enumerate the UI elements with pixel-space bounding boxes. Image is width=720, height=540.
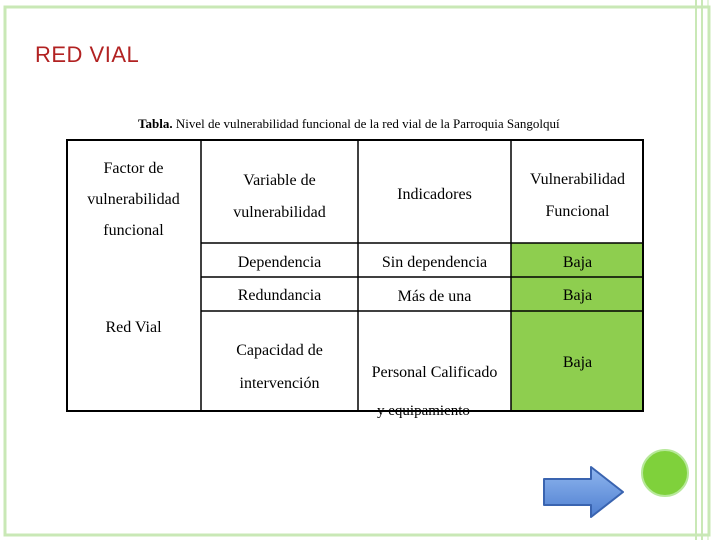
header-vulnerabilidad-line-1: Vulnerabilidad [529, 171, 625, 188]
row-3-indicador [358, 353, 511, 431]
header-factor [66, 153, 201, 246]
row-3-variable-line-2: intervención [239, 375, 320, 392]
header-factor-line-2: vulnerabilidad [87, 191, 180, 208]
right-arrow-icon[interactable] [541, 464, 627, 520]
header-variable [201, 165, 358, 229]
header-variable-line-2: vulnerabilidad [233, 204, 326, 221]
row-3-indicador-line-2: y equipamiento [377, 403, 470, 419]
vulnerability-table [66, 139, 644, 419]
row-1-nivel: Baja [562, 254, 593, 271]
header-variable-line-1: Variable de [243, 172, 316, 189]
slide-title: RED VIAL [35, 42, 140, 67]
row-3-variable [201, 334, 358, 400]
header-indicadores: Indicadores [397, 186, 472, 203]
green-circle-icon [641, 449, 689, 497]
row-1-indicador: Sin dependencia [381, 254, 488, 271]
row-2-indicador: Más de una [397, 288, 472, 305]
header-vulnerabilidad-line-2: Funcional [545, 203, 610, 220]
header-vulnerabilidad [511, 164, 644, 228]
caption-text: Nivel de vulnerabilidad funcional de la red vial de la Parroquia Sangolquí [172, 116, 560, 131]
row-1-variable: Dependencia [237, 254, 322, 271]
header-factor-line-3: funcional [103, 222, 164, 239]
row-3-indicador-line-1: Personal Calificado [371, 364, 498, 381]
factor-value: Red Vial [105, 319, 162, 336]
row-2-variable: Redundancia [237, 287, 322, 304]
caption-label: Tabla. [138, 116, 173, 131]
row-3-variable-line-1: Capacidad de [236, 342, 323, 359]
row-3-nivel: Baja [562, 354, 593, 371]
table-caption [138, 116, 560, 132]
row-2-nivel: Baja [562, 287, 593, 304]
header-factor-line-1: Factor de [103, 160, 164, 177]
